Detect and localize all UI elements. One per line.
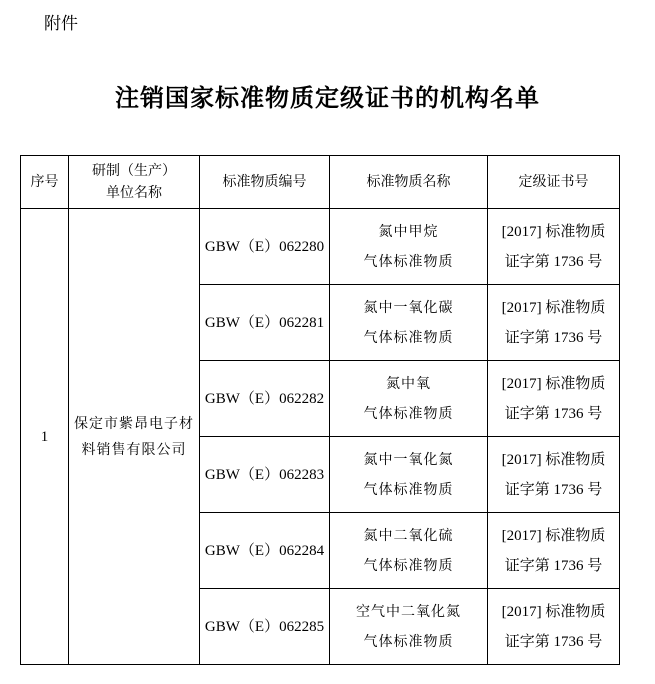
attachment-label: 附件	[44, 14, 78, 34]
cert-line1: [2017] 标准物质	[501, 223, 606, 240]
cert-line2: 证字第 1736 号	[504, 633, 603, 650]
name-cell	[330, 361, 488, 437]
unit-line2: 料销售有限公司	[81, 441, 187, 458]
cert-cell	[488, 361, 620, 437]
header-unit-line1: 研制（生产）	[92, 163, 176, 179]
name-cell	[330, 285, 488, 361]
cert-line2: 证字第 1736 号	[504, 253, 603, 270]
cert-cell	[488, 209, 620, 285]
cert-cell	[488, 285, 620, 361]
code-cell: GBW（E）062281	[200, 285, 330, 361]
institution-table	[20, 155, 620, 665]
header-seq: 序号	[21, 156, 69, 209]
name-line1: 氮中二氧化硫	[363, 527, 454, 544]
unit-cell	[69, 209, 200, 665]
unit-line1: 保定市紫昂电子材	[74, 415, 194, 432]
header-code: 标准物质编号	[200, 156, 330, 209]
header-cert: 定级证书号	[488, 156, 620, 209]
code-cell: GBW（E）062280	[200, 209, 330, 285]
page-title: 注销国家标准物质定级证书的机构名单	[115, 83, 540, 112]
cert-line2: 证字第 1736 号	[504, 557, 603, 574]
cert-line1: [2017] 标准物质	[501, 603, 606, 620]
name-cell	[330, 513, 488, 589]
cert-cell	[488, 589, 620, 665]
code-cell: GBW（E）062283	[200, 437, 330, 513]
code-cell: GBW（E）062282	[200, 361, 330, 437]
name-line1: 氮中一氧化碳	[363, 299, 454, 316]
seq-cell: 1	[21, 209, 69, 665]
header-unit	[69, 156, 200, 209]
cert-line1: [2017] 标准物质	[501, 299, 606, 316]
name-line1: 空气中二氧化氮	[356, 603, 461, 620]
name-line2: 气体标准物质	[363, 253, 454, 270]
name-cell	[330, 589, 488, 665]
name-line2: 气体标准物质	[363, 329, 454, 346]
code-cell: GBW（E）062285	[200, 589, 330, 665]
name-line2: 气体标准物质	[363, 557, 454, 574]
cert-cell	[488, 513, 620, 589]
name-line2: 气体标准物质	[363, 405, 454, 422]
name-cell	[330, 209, 488, 285]
cert-line1: [2017] 标准物质	[501, 375, 606, 392]
name-line1: 氮中氧	[386, 375, 431, 392]
table-header-row	[21, 156, 620, 209]
cert-line2: 证字第 1736 号	[504, 481, 603, 498]
header-unit-line2: 单位名称	[106, 185, 162, 201]
table-row	[21, 209, 620, 285]
cert-line1: [2017] 标准物质	[501, 451, 606, 468]
cert-cell	[488, 437, 620, 513]
name-line1: 氮中一氧化氮	[363, 451, 454, 468]
code-cell: GBW（E）062284	[200, 513, 330, 589]
header-name: 标准物质名称	[330, 156, 488, 209]
name-cell	[330, 437, 488, 513]
name-line2: 气体标准物质	[363, 633, 454, 650]
name-line1: 氮中甲烷	[378, 223, 439, 240]
cert-line2: 证字第 1736 号	[504, 405, 603, 422]
cert-line2: 证字第 1736 号	[504, 329, 603, 346]
name-line2: 气体标准物质	[363, 481, 454, 498]
cert-line1: [2017] 标准物质	[501, 527, 606, 544]
